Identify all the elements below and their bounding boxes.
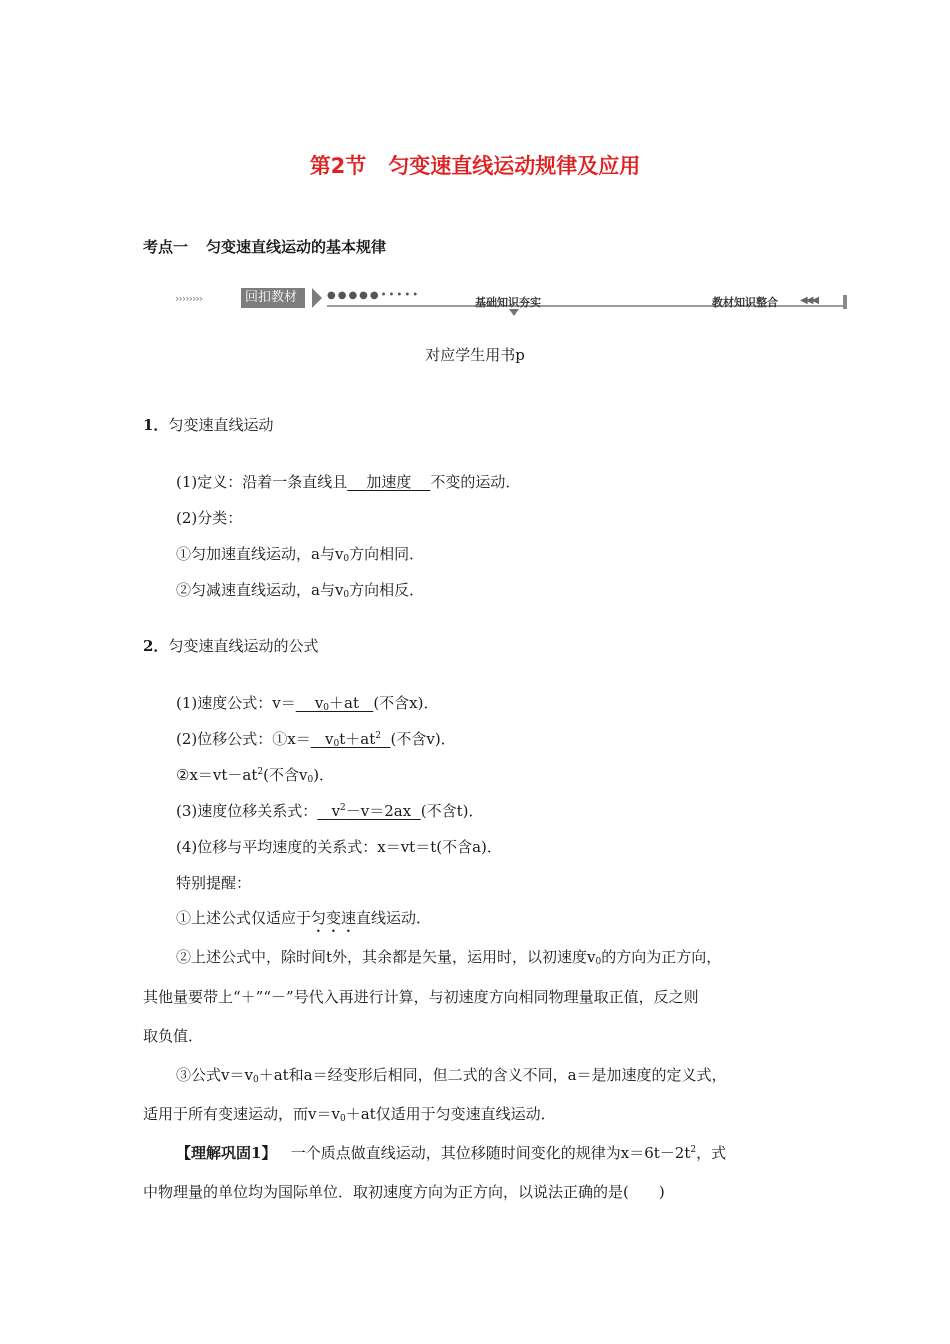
definition-text-end: 不变的运动． xyxy=(430,473,521,491)
emphasis-text: 匀变速 xyxy=(311,909,357,927)
classification-item-1: ①匀加速直线运动，a与$v_0$方向相同． xyxy=(176,545,425,564)
heading-1-text: 匀变速直线运动 xyxy=(168,416,274,434)
formula-velocity: (1)速度公式：v＝ $v_0+at$ (不含x)． xyxy=(176,694,439,713)
section-heading xyxy=(143,236,386,257)
exercise-line-2: 中物理量的单位均为国际单位．取初速度方向为正方向，以说法正确的是( ) xyxy=(143,1183,665,1201)
heading-2-text: 匀变速直线运动的公式 xyxy=(168,637,319,655)
banner-mid-label: 基础知识夯实 xyxy=(475,296,541,309)
tip-3-line-1: ③公式$v=v_0+at$和a＝经变形后相同，但二式的含义不同，a＝是加速度的定义式， xyxy=(176,1066,727,1085)
exercise-line-1: 【理解巩固1】 一个质点做直线运动，其位移随时间变化的规律为$x=6t-2t^2$，式 xyxy=(176,1144,727,1162)
blank-answer: 加速度 xyxy=(366,473,412,491)
exercise-label: 【理解巩固1】 xyxy=(176,1144,277,1162)
triangle-down-icon xyxy=(509,309,519,316)
banner-tag-tip xyxy=(312,288,322,308)
chapter-name: 匀变速直线运动规律及应用 xyxy=(388,154,641,178)
formula-velocity-displacement: (3)速度位移关系式： $v^2-v=2ax$ (不含t)． xyxy=(176,802,484,820)
tip-1: ①上述公式仅适应于匀变速直线运动． xyxy=(176,909,432,927)
tip-3-line-2: 适用于所有变速运动，而$v=v_0+at$仅适用于匀变速直线运动． xyxy=(143,1105,556,1124)
page-title xyxy=(0,150,950,180)
dots-decoration: ●●●●●••••• xyxy=(327,290,421,301)
heading-1-number: 1． xyxy=(143,416,169,434)
formula-average-velocity: (4)位移与平均速度的关系式：x＝vt＝t(不含a)． xyxy=(176,838,502,856)
book-reference: 对应学生用书p xyxy=(425,346,525,364)
banner-tag: 回扣教材 xyxy=(241,288,305,308)
arrows-left-icon: ◀◀◀ xyxy=(800,295,818,306)
blank-answer: $v^2-v=2ax$ xyxy=(331,802,412,820)
formula-displacement: (2)位移公式：①x＝ $v_0t+at^2$ (不含v)． xyxy=(176,730,456,749)
tip-2-line-3: 取负值． xyxy=(143,1027,204,1045)
tip-2-line-1: ②上述公式中，除时间t外，其余都是矢量，运用时，以初速度$v_0$的方向为正方向， xyxy=(176,948,722,967)
formula-displacement-2: $②x=vt-at^2$(不含$v_0$)． xyxy=(176,766,335,785)
section-name: 匀变速直线运动的基本规律 xyxy=(206,238,387,256)
section-banner xyxy=(175,288,847,318)
banner-endcap xyxy=(843,295,847,309)
section-label: 考点一 xyxy=(143,238,189,256)
definition-line xyxy=(176,471,520,492)
heading-2-number: 2． xyxy=(143,637,169,655)
tip-label: 特别提醒： xyxy=(176,874,252,892)
classification-label: (2)分类： xyxy=(176,509,243,527)
blank-answer: $v_0+at$ xyxy=(314,694,360,713)
blank-answer: $v_0t+at^2$ xyxy=(325,730,381,749)
heading-1 xyxy=(143,414,273,435)
heading-2 xyxy=(143,635,318,656)
classification-item-2: ②匀减速直线运动，a与$v_0$方向相反． xyxy=(176,581,425,600)
definition-text: (1)定义：沿着一条直线且 xyxy=(176,473,348,491)
banner-right-label: 教材知识整合 xyxy=(712,296,778,309)
tip-2-line-2: 其他量要带上“＋”“－”号代入再进行计算，与初速度方向相同物理量取正值，反之则 xyxy=(143,988,699,1006)
arrows-right-icon: ›››››››› xyxy=(175,292,203,305)
chapter-number: 第2节 xyxy=(309,154,367,178)
